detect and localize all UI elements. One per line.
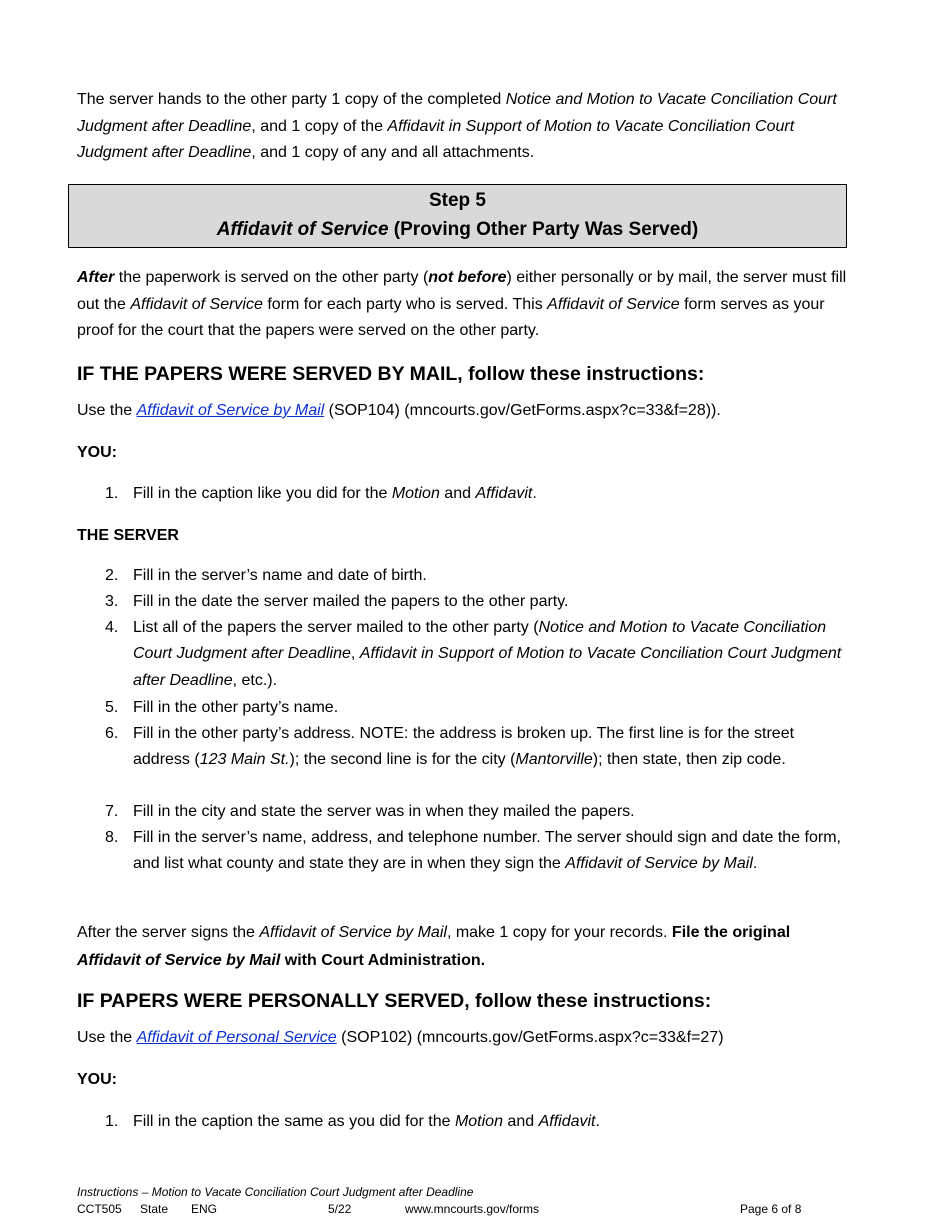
list-text-part: , etc.).: [232, 671, 278, 689]
personal-use-suffix: (SOP102) (mncourts.gov/GetForms.aspx?c=33&f=27): [336, 1029, 724, 1046]
footer-state: State: [140, 1202, 169, 1216]
list-text-part: and: [439, 485, 476, 502]
mail-after-bold-2: with Court Administration.: [280, 952, 486, 969]
list-italic-part: Affidavit: [475, 485, 533, 502]
list-text: Fill in the date the server mailed the papers to the other party.: [133, 593, 569, 610]
personal-use-prefix: Use the: [77, 1029, 137, 1046]
affidavit-service-by-mail-link[interactable]: Affidavit of Service by Mail: [136, 402, 325, 419]
list-text-part: Fill in the caption the same as you did for the: [133, 1113, 455, 1130]
step-title: Step 5: [428, 190, 487, 211]
list-item: [105, 563, 845, 589]
list-italic-part: Affidavit: [538, 1113, 596, 1130]
mail-after-text-2: , make 1 copy for your records.: [446, 924, 672, 941]
affidavit-personal-service-link[interactable]: Affidavit of Personal Service: [136, 1029, 337, 1046]
footer-title: Instructions – Motion to Vacate Conciliation Court Judgment after Deadline: [77, 1185, 474, 1199]
list-item: [105, 799, 845, 825]
footer-url: www.mncourts.gov/forms: [405, 1202, 540, 1216]
list-italic-part: Affidavit of Service by Mail: [565, 855, 753, 873]
list-number: 5.: [105, 699, 119, 716]
list-text: [133, 825, 845, 878]
list-text: [133, 481, 845, 507]
list-text-part: Fill in the caption like you did for the: [133, 485, 392, 502]
list-text: Fill in the other party’s name.: [133, 699, 339, 716]
list-item: [105, 481, 845, 507]
list-italic-part: Notice and Motion to Vacate Conciliation Court Judgment after Deadline: [133, 619, 827, 663]
mail-after-paragraph: [77, 919, 847, 975]
list-text: Fill in the city and state the server was in when they mailed the papers.: [133, 803, 635, 820]
step-subtitle-rest: (Proving Other Party Was Served): [388, 219, 699, 240]
intro-text-1: The server hands to the other party 1 copy of the completed: [77, 91, 506, 108]
list-text: [133, 721, 845, 774]
personal-you-label: YOU:: [77, 1071, 117, 1088]
personal-use-line: [77, 1025, 847, 1052]
list-text-part: and: [502, 1113, 539, 1130]
mail-server-label: THE SERVER: [77, 527, 179, 544]
footer-code: CCT505: [77, 1202, 122, 1216]
list-item: [105, 589, 845, 615]
list-number: 6.: [105, 725, 119, 742]
intro-notice-title: Notice and Motion to Vacate Conciliation Court Judgment after Deadline: [77, 91, 837, 135]
step-subtitle-italic: Affidavit of Service: [216, 219, 389, 240]
list-italic-part: Motion: [454, 1113, 503, 1130]
list-text-part: .: [595, 1113, 600, 1130]
list-item: [105, 721, 845, 774]
list-number: 8.: [105, 829, 119, 846]
after-italic-2: Affidavit of Service: [547, 295, 680, 313]
list-text-part: Fill in the server’s name, address, and telephone number. The server should sign and date the form, and list what county and state they are in when they sign the: [133, 829, 841, 873]
personal-heading: IF PAPERS WERE PERSONALLY SERVED, follow these instructions:: [77, 990, 712, 1012]
list-text-part: ,: [350, 645, 360, 663]
mail-use-line: [77, 398, 847, 425]
list-text-part: .: [532, 485, 537, 502]
after-text-4: form serves as your proof for the court that the papers were served on the other party.: [77, 295, 825, 339]
after-bold-after: After: [77, 269, 115, 286]
list-text-part: .: [752, 855, 758, 873]
list-number: 1.: [105, 485, 119, 502]
list-number: 2.: [105, 567, 119, 584]
list-italic-part: Mantorville: [515, 751, 593, 769]
after-bold-not-before: not before: [428, 269, 507, 286]
list-text-part: ); then state, then zip code.: [592, 751, 786, 769]
intro-text-3: , and 1 copy of any and all attachments.: [251, 144, 535, 161]
footer-page-number: Page 6 of 8: [740, 1202, 802, 1216]
list-number: 3.: [105, 593, 119, 610]
list-item: [105, 1109, 845, 1135]
after-text-2: ) either personally or by mail, the server must fill out the: [77, 269, 847, 313]
intro-paragraph: [77, 87, 847, 167]
list-text: [133, 615, 845, 694]
intro-affidavit-title: Affidavit in Support of Motion to Vacate Conciliation Court Judgment after Deadline: [77, 117, 795, 161]
list-item: [105, 615, 845, 694]
intro-text-2: , and 1 copy of the: [251, 117, 388, 135]
list-item: [105, 695, 845, 721]
step-5-box: [68, 184, 847, 248]
after-paragraph: [77, 265, 847, 345]
mail-after-bold-1: File the original: [671, 924, 791, 941]
after-italic-1: Affidavit of Service: [130, 295, 263, 313]
mail-after-text-1: After the server signs the: [77, 924, 260, 941]
list-number: 7.: [105, 803, 119, 820]
mail-after-italic: Affidavit of Service by Mail: [259, 924, 447, 941]
list-text-part: List all of the papers the server mailed to the other party (: [133, 619, 539, 636]
list-italic-part: Motion: [391, 485, 440, 502]
mail-after-bold-italic: Affidavit of Service by Mail: [77, 952, 281, 969]
list-italic-part: 123 Main St.: [199, 751, 290, 769]
footer-lang: ENG: [191, 1202, 218, 1216]
after-text-3: form for each party who is served. This: [262, 295, 548, 313]
mail-heading: IF THE PAPERS WERE SERVED BY MAIL, follow these instructions:: [77, 363, 705, 385]
footer-date: 5/22: [328, 1202, 352, 1216]
list-text: Fill in the server’s name and date of birth.: [133, 567, 427, 584]
after-text-1: the paperwork is served on the other party (: [114, 269, 429, 286]
mail-you-label: YOU:: [77, 444, 117, 461]
step-subtitle: [69, 219, 846, 241]
list-item: [105, 825, 845, 878]
list-text-part: Fill in the other party’s address. NOTE: the address is broken up. The first line is for the street address (: [133, 725, 795, 769]
list-text-part: ); the second line is for the city (: [289, 751, 516, 769]
list-number: 4.: [105, 619, 119, 636]
mail-use-prefix: Use the: [77, 402, 137, 419]
list-italic-part: Affidavit in Support of Motion to Vacate Conciliation Court Judgment after Deadline: [133, 645, 842, 689]
list-number: 1.: [105, 1113, 119, 1130]
mail-use-suffix: (SOP104) (mncourts.gov/GetForms.aspx?c=33&f=28)).: [324, 402, 721, 419]
list-text: [133, 1109, 845, 1135]
